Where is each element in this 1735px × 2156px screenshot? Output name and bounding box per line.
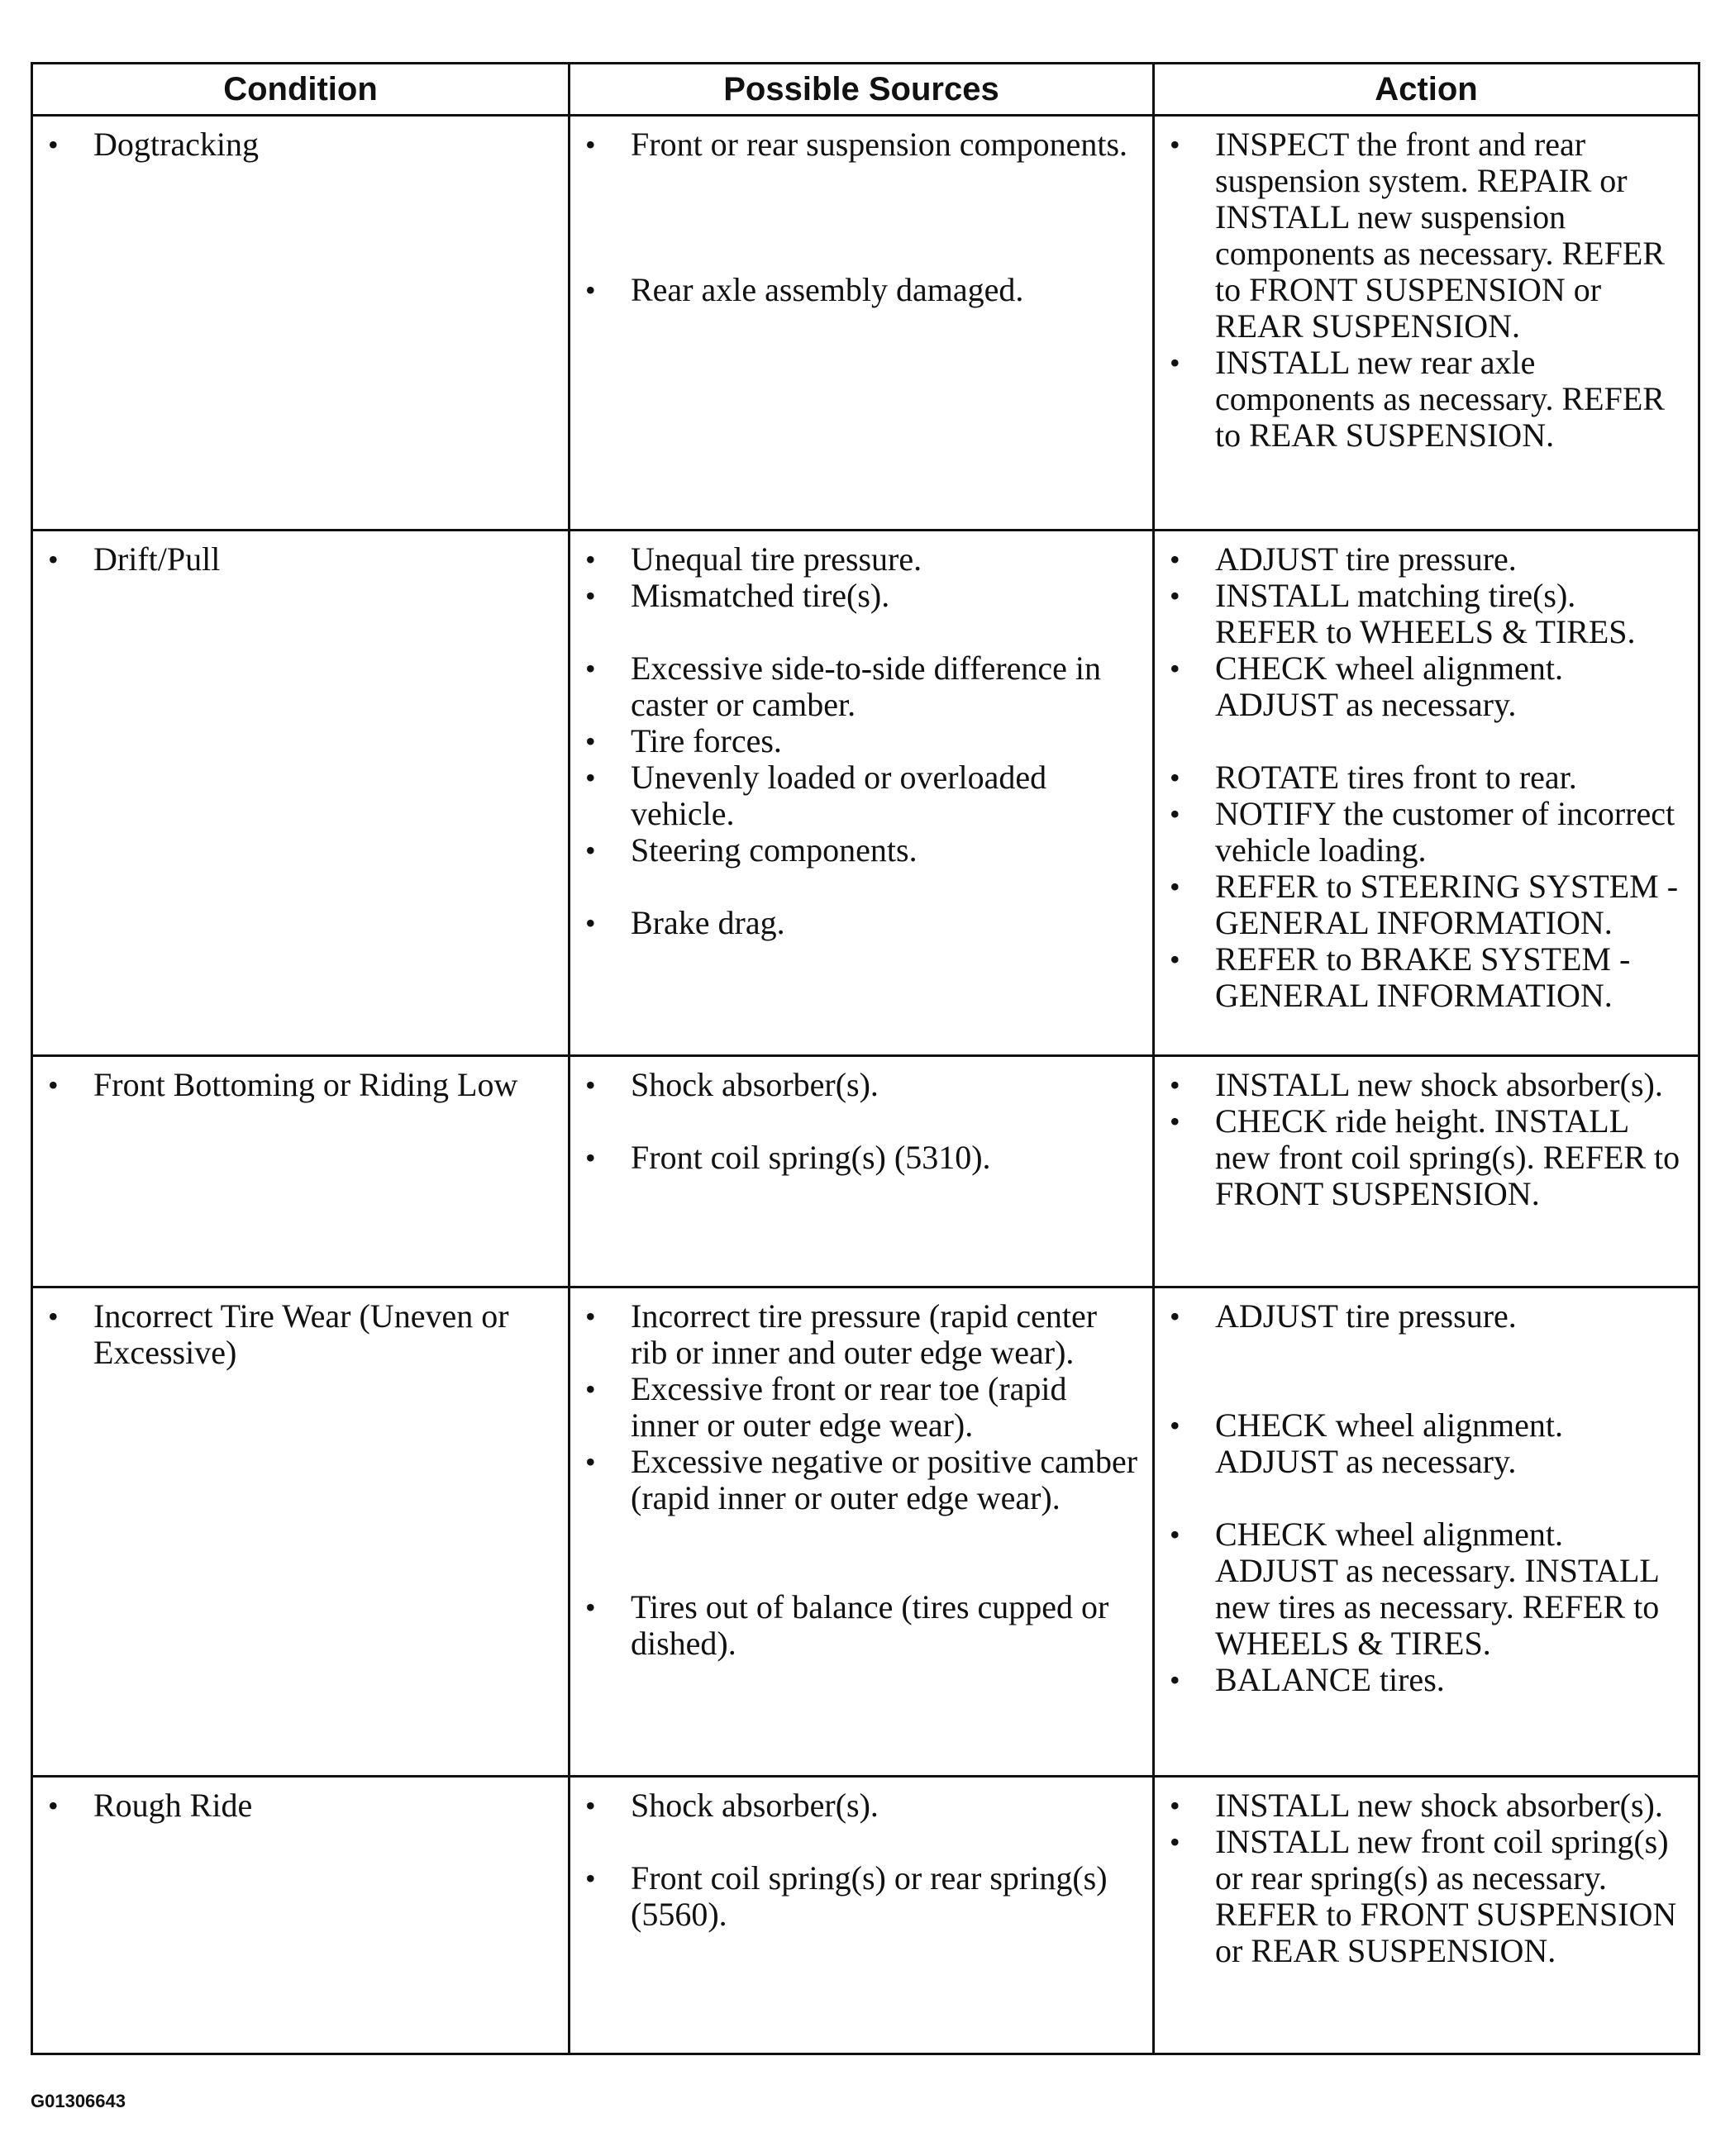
source-item: • Rear axle assembly damaged. xyxy=(585,272,1141,308)
figure-code: G01306643 xyxy=(31,2091,126,2111)
action-item: • NOTIFY the customer of incorrect vehicle loading. xyxy=(1170,796,1686,869)
action-cell xyxy=(1154,1056,1699,1287)
source-item: • Steering components. xyxy=(585,832,1141,869)
action-item: • REFER to STEERING SYSTEM - GENERAL INFORMATION. xyxy=(1170,869,1686,941)
action-item: • INSTALL new shock absorber(s). xyxy=(1170,1787,1686,1824)
action-item: • ROTATE tires front to rear. xyxy=(1170,759,1686,796)
table-row xyxy=(32,1056,1699,1287)
action-item: • ADJUST tire pressure. xyxy=(1170,1298,1686,1335)
condition-cell xyxy=(32,1777,570,2054)
action-cell xyxy=(1154,1287,1699,1777)
source-item: • Excessive side-to-side difference in caster or camber. xyxy=(585,650,1141,723)
source-item: • Shock absorber(s). xyxy=(585,1787,1141,1824)
action-item: • INSTALL matching tire(s). REFER to WHEELS & TIRES. xyxy=(1170,578,1686,650)
sources-cell xyxy=(570,116,1154,531)
action-item: • CHECK wheel alignment. ADJUST as necessary. INSTALL new tires as necessary. REFER to WHEELS & TIRES. xyxy=(1170,1516,1686,1662)
action-item: • INSTALL new front coil spring(s) or rear spring(s) as necessary. REFER to FRONT SUSPENSION or REAR SUSPENSION. xyxy=(1170,1824,1686,1969)
source-item: • Excessive front or rear toe (rapid inner or outer edge wear). xyxy=(585,1371,1141,1444)
source-item: • Excessive negative or positive camber (rapid inner or outer edge wear). xyxy=(585,1444,1141,1516)
condition-cell xyxy=(32,1287,570,1777)
source-item: • Unequal tire pressure. xyxy=(585,541,1141,578)
sources-cell xyxy=(570,1287,1154,1777)
sources-cell xyxy=(570,1056,1154,1287)
condition-cell xyxy=(32,116,570,531)
header-possible-sources: Possible Sources xyxy=(570,64,1154,116)
source-item: • Incorrect tire pressure (rapid center rib or inner and outer edge wear). xyxy=(585,1298,1141,1371)
source-item: • Unevenly loaded or overloaded vehicle. xyxy=(585,759,1141,832)
header-row xyxy=(32,64,1699,116)
diagnosis-table xyxy=(31,62,1700,2055)
condition-cell xyxy=(32,531,570,1056)
table-row xyxy=(32,531,1699,1056)
action-item: • CHECK wheel alignment. ADJUST as necessary. xyxy=(1170,650,1686,723)
action-item: • INSPECT the front and rear suspension system. REPAIR or INSTALL new suspension components as necessary. REFER to FRONT SUSPENSION or REAR SUSPENSION. xyxy=(1170,126,1686,345)
sources-cell xyxy=(570,1777,1154,2054)
source-item: • Front or rear suspension components. xyxy=(585,126,1141,163)
source-item: • Tires out of balance (tires cupped or dished). xyxy=(585,1589,1141,1662)
sources-cell xyxy=(570,531,1154,1056)
action-cell xyxy=(1154,531,1699,1056)
condition-text: • Front Bottoming or Riding Low xyxy=(48,1067,556,1103)
action-item: • INSTALL new rear axle components as necessary. REFER to REAR SUSPENSION. xyxy=(1170,345,1686,454)
table-row xyxy=(32,1287,1699,1777)
action-item: • CHECK ride height. INSTALL new front coil spring(s). REFER to FRONT SUSPENSION. xyxy=(1170,1103,1686,1212)
condition-text: • Dogtracking xyxy=(48,126,556,163)
condition-text: • Rough Ride xyxy=(48,1787,556,1824)
source-item: • Mismatched tire(s). xyxy=(585,578,1141,614)
action-cell xyxy=(1154,1777,1699,2054)
condition-text: • Drift/Pull xyxy=(48,541,556,578)
source-item: • Tire forces. xyxy=(585,723,1141,759)
action-item: • BALANCE tires. xyxy=(1170,1662,1686,1698)
header-condition: Condition xyxy=(32,64,570,116)
action-item: • ADJUST tire pressure. xyxy=(1170,541,1686,578)
table-row xyxy=(32,116,1699,531)
table-row xyxy=(32,1777,1699,2054)
action-item: • REFER to BRAKE SYSTEM - GENERAL INFORMATION. xyxy=(1170,941,1686,1014)
source-item: • Front coil spring(s) or rear spring(s) (5560). xyxy=(585,1860,1141,1933)
condition-cell xyxy=(32,1056,570,1287)
source-item: • Brake drag. xyxy=(585,905,1141,941)
condition-text: • Incorrect Tire Wear (Uneven or Excessive) xyxy=(48,1298,556,1371)
action-item: • CHECK wheel alignment. ADJUST as necessary. xyxy=(1170,1407,1686,1480)
action-item: • INSTALL new shock absorber(s). xyxy=(1170,1067,1686,1103)
source-item: • Shock absorber(s). xyxy=(585,1067,1141,1103)
source-item: • Front coil spring(s) (5310). xyxy=(585,1140,1141,1176)
action-cell xyxy=(1154,116,1699,531)
header-action: Action xyxy=(1154,64,1699,116)
